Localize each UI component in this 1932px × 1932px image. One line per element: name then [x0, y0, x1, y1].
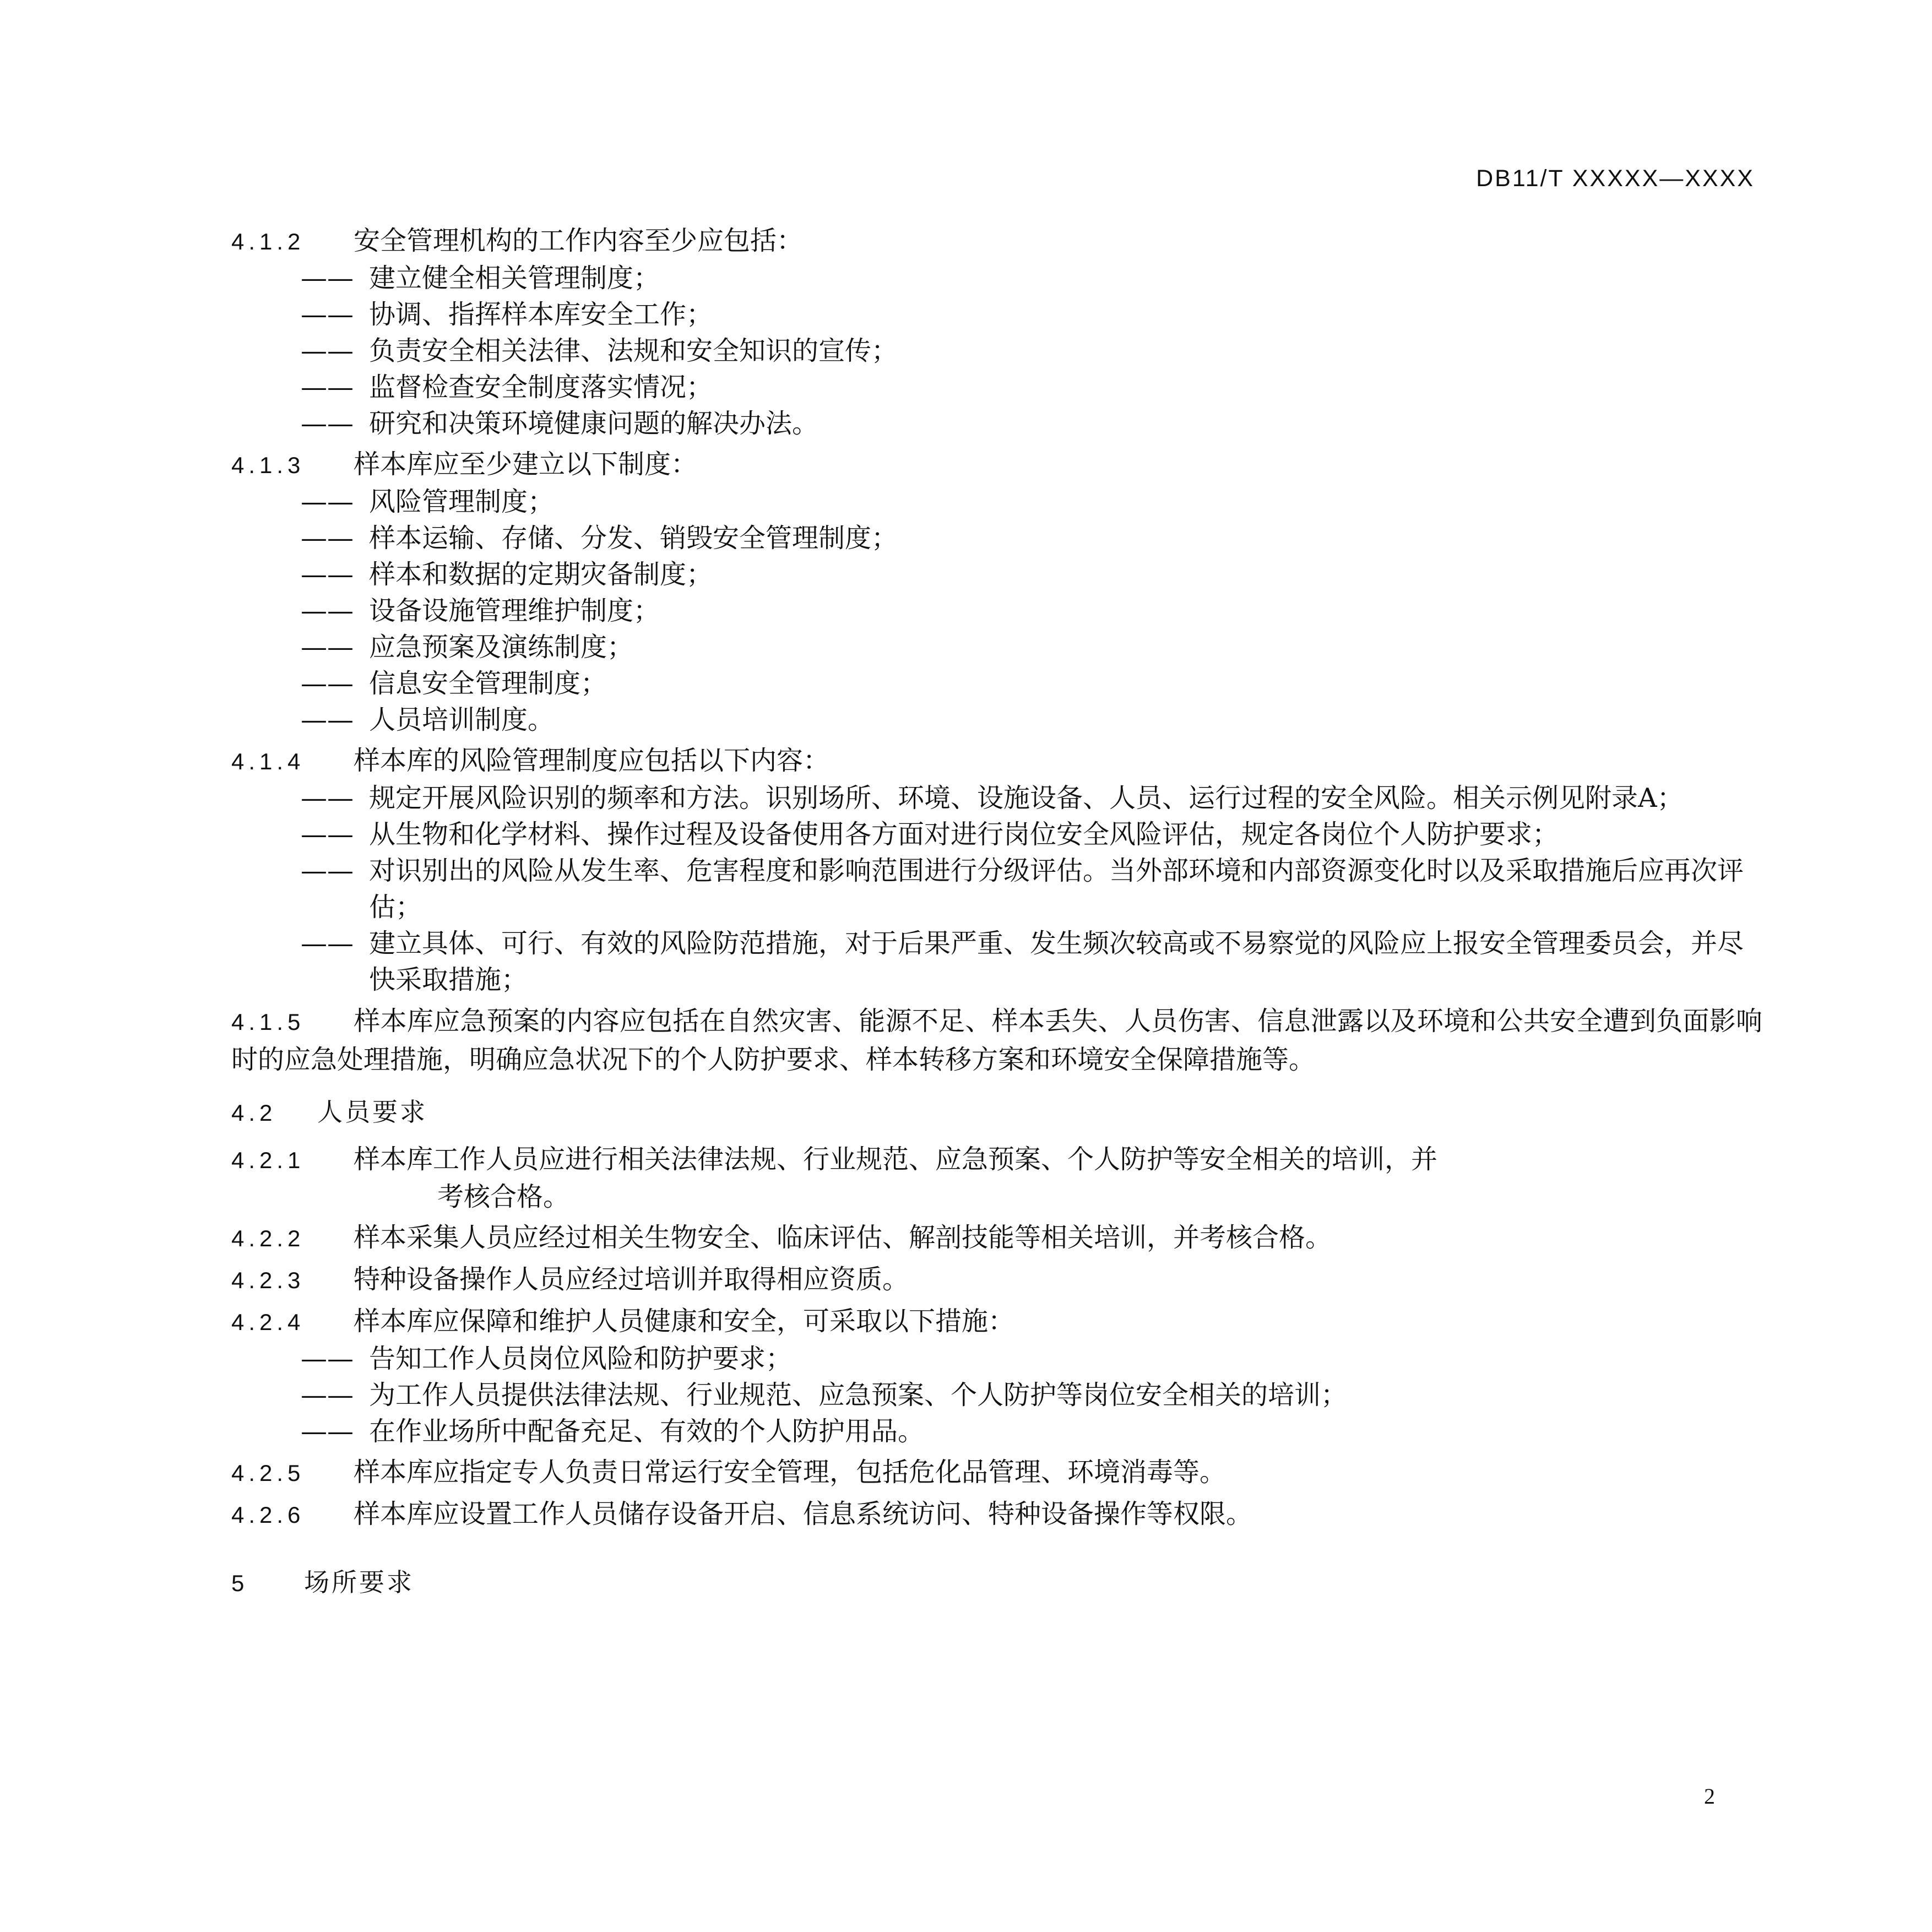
clause-4-2-4 [231, 1303, 1762, 1450]
clause-title: 安全管理机构的工作内容至少应包括： [354, 225, 804, 256]
clause-4-2-6 [231, 1496, 1762, 1533]
dash-marker: —— [301, 1416, 354, 1447]
clause-4-1-2 [231, 222, 1762, 442]
dash-marker: —— [301, 783, 354, 813]
list-item-text: 建立健全相关管理制度； [369, 263, 660, 294]
section-title: 人员要求 [317, 1098, 427, 1126]
clause-number: 4.2.4 [231, 1309, 305, 1335]
dash-marker: —— [301, 263, 354, 294]
dash-marker: —— [301, 595, 354, 626]
list-item [231, 853, 1762, 925]
clause-4-2-2 [231, 1219, 1762, 1257]
clause-title: 样本库的风险管理制度应包括以下内容： [354, 745, 830, 776]
list-item-text: 样本和数据的定期灾备制度； [369, 559, 713, 590]
list-item [231, 665, 1762, 702]
list-item-text: 在作业场所中配备充足、有效的个人防护用品。 [369, 1416, 925, 1447]
dash-marker: —— [301, 523, 354, 553]
section-number: 4.2 [231, 1100, 277, 1126]
list-item [231, 484, 1762, 520]
section-heading-4-2 [231, 1094, 1762, 1131]
clause-number: 4.2.5 [231, 1460, 305, 1486]
clause-text: 样本采集人员应经过相关生物安全、临床评估、解剖技能等相关培训，并考核合格。 [354, 1222, 1332, 1253]
list-item-text: 人员培训制度。 [369, 704, 555, 735]
list-item-text: 为工作人员提供法律法规、行业规范、应急预案、个人防护等岗位安全相关的培训； [369, 1380, 1348, 1410]
clause-4-1-5 [231, 1002, 1762, 1078]
list-item [231, 520, 1762, 556]
clause-number: 4.1.5 [231, 1009, 305, 1035]
clause-number: 4.1.2 [231, 229, 305, 254]
clause-text: 样本库应设置工作人员储存设备开启、信息系统访问、特种设备操作等权限。 [354, 1499, 1253, 1529]
section-heading-5 [231, 1564, 1762, 1602]
clause-number: 4.2.2 [231, 1225, 305, 1251]
list-item-text: 风险管理制度； [369, 486, 555, 517]
clause-4-2-3 [231, 1261, 1762, 1299]
clause-number: 4.2.6 [231, 1502, 305, 1528]
clause-text-line1: 样本库工作人员应进行相关法律法规、行业规范、应急预案、个人防护等安全相关的培训，并 [354, 1144, 1438, 1175]
list-item [231, 816, 1762, 853]
list-item-text: 研究和决策环境健康问题的解决办法。 [369, 408, 819, 439]
list-item [231, 629, 1762, 665]
list-item [231, 1377, 1762, 1413]
list-item-text: 对识别出的风险从发生率、危害程度和影响范围进行分级评估。当外部环境和内部资源变化时以及采取措施后应再次评估； [369, 855, 1744, 922]
document-body [231, 218, 1762, 1602]
list-item-text: 信息安全管理制度； [369, 668, 607, 699]
page-number: 2 [1704, 1784, 1715, 1809]
clause-title: 样本库应至少建立以下制度： [354, 449, 698, 480]
list-item-text: 建立具体、可行、有效的风险防范措施，对于后果严重、发生频次较高或不易察觉的风险应上报安全管理委员会，并尽快采取措施； [369, 928, 1744, 995]
list-item [231, 333, 1762, 369]
list-item [231, 260, 1762, 296]
clause-text-line2: 考核合格。 [437, 1181, 570, 1212]
clause-text: 样本库应急预案的内容应包括在自然灾害、能源不足、样本丢失、人员伤害、信息泄露以及环境和公共安全遭到负面影响时的应急处理措施，明确应急状况下的个人防护要求、样本转移方案和环境安全保障措施等。 [231, 1006, 1762, 1075]
clause-text: 特种设备操作人员应经过培训并取得相应资质。 [354, 1264, 909, 1295]
dash-marker: —— [301, 1343, 354, 1374]
list-item [231, 296, 1762, 333]
clause-list [231, 260, 1762, 442]
list-item [231, 405, 1762, 442]
list-item-text: 设备设施管理维护制度； [369, 595, 660, 626]
list-item-text: 监督检查安全制度落实情况； [369, 372, 713, 403]
list-item-text: 从生物和化学材料、操作过程及设备使用各方面对进行岗位安全风险评估，规定各岗位个人防护要求； [369, 819, 1559, 850]
dash-marker: —— [301, 704, 354, 735]
list-item-text: 协调、指挥样本库安全工作； [369, 299, 713, 330]
list-item-text: 样本运输、存储、分发、销毁安全管理制度； [369, 523, 898, 553]
clause-list [231, 780, 1762, 998]
dash-marker: —— [301, 668, 354, 699]
dash-marker: —— [301, 1380, 354, 1410]
list-item [231, 593, 1762, 629]
section-number: 5 [231, 1570, 249, 1596]
clause-4-1-3 [231, 446, 1762, 738]
list-item-text: 负责安全相关法律、法规和安全知识的宣传； [369, 335, 898, 366]
list-item-text: 告知工作人员岗位风险和防护要求； [369, 1343, 793, 1374]
clause-number: 4.2.1 [231, 1147, 305, 1173]
clause-title: 样本库应保障和维护人员健康和安全，可采取以下措施： [354, 1306, 1015, 1337]
dash-marker: —— [301, 855, 354, 886]
clause-list [231, 484, 1762, 738]
clause-text: 样本库应指定专人负责日常运行安全管理，包括危化品管理、环境消毒等。 [354, 1457, 1227, 1488]
list-item [231, 702, 1762, 738]
dash-marker: —— [301, 486, 354, 517]
document-code-header: DB11/T XXXXX—XXXX [1476, 165, 1755, 192]
clause-4-2-5 [231, 1454, 1762, 1491]
dash-marker: —— [301, 632, 354, 663]
list-item [231, 556, 1762, 593]
dash-marker: —— [301, 372, 354, 403]
dash-marker: —— [301, 819, 354, 850]
dash-marker: —— [301, 335, 354, 366]
list-item [231, 780, 1762, 816]
list-item [231, 925, 1762, 998]
clause-number: 4.1.3 [231, 452, 305, 478]
dash-marker: —— [301, 408, 354, 439]
dash-marker: —— [301, 928, 354, 959]
clause-4-2-1 [231, 1141, 1762, 1215]
clause-4-1-4 [231, 742, 1762, 998]
list-item-text: 规定开展风险识别的频率和方法。识别场所、环境、设施设备、人员、运行过程的安全风险。相关示例见附录A； [369, 783, 1684, 813]
section-title: 场所要求 [304, 1568, 414, 1597]
dash-marker: —— [301, 559, 354, 590]
list-item [231, 369, 1762, 405]
list-item [231, 1413, 1762, 1450]
list-item-text: 应急预案及演练制度； [369, 632, 634, 663]
dash-marker: —— [301, 299, 354, 330]
clause-number: 4.2.3 [231, 1267, 305, 1293]
clause-number: 4.1.4 [231, 748, 305, 774]
clause-list [231, 1341, 1762, 1450]
list-item [231, 1341, 1762, 1377]
